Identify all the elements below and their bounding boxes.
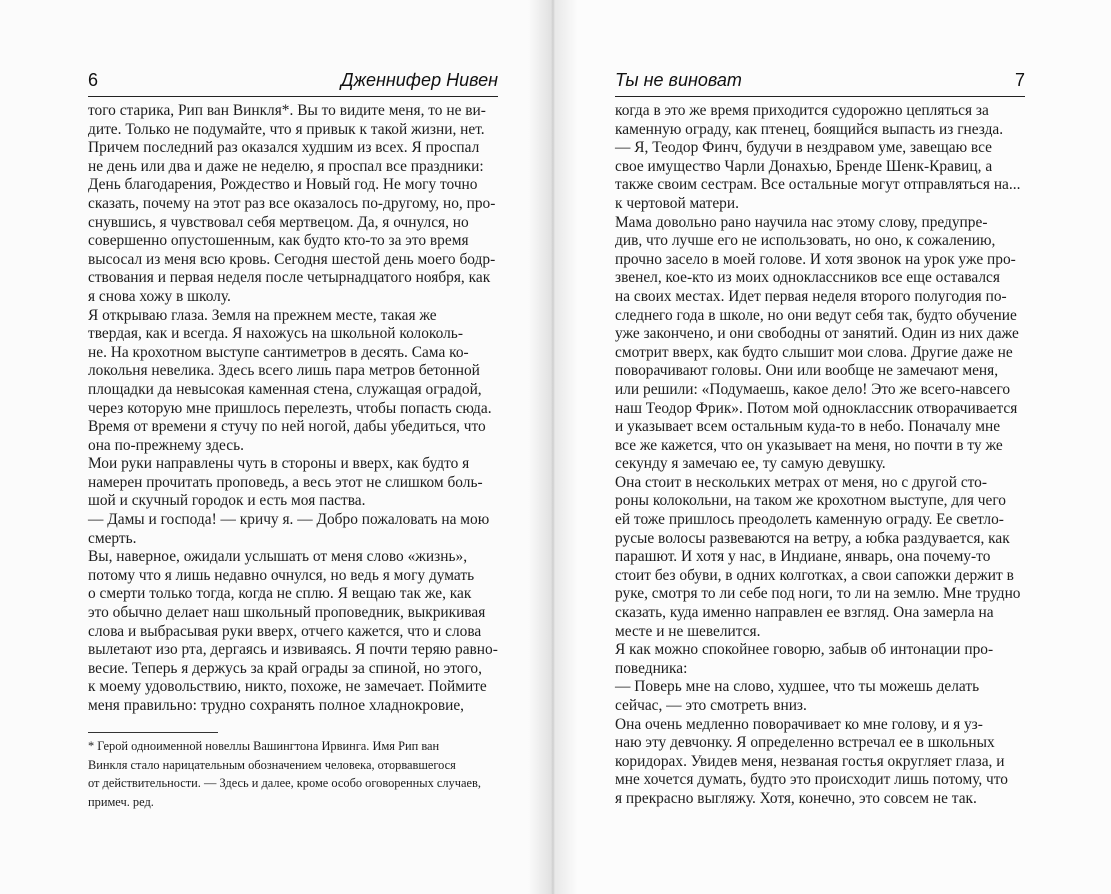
text-line: все же кажется, что он указывает на меня, но почти в ту же [615,436,1003,454]
text-line: или решили: «Подумаешь, какое дело! Это же всего-навсего [615,380,1011,398]
text-line: шой и скучный городок и есть моя паства. [88,492,366,510]
footnote-line: от действительности. — Здесь и далее, кроме особо оговоренных случаев, [88,776,481,791]
text-line: это обычно делает наш школьный проповедник, выкрикивая [88,604,486,622]
text-line: коридорах. Увидев меня, незваная гостья округляет глаза, и [615,752,1005,770]
text-line: наю эту девчонку. Я определенно встречал ее в школьных [615,734,995,752]
text-line: каменную ограду, как птенец, боящийся выпасть из гнезда. [615,120,1004,138]
right-body-text [615,102,1025,809]
text-line: Она очень медленно поворачивает ко мне голову, и я уз- [615,715,983,733]
left-header-rule [88,96,498,97]
text-line: звенел, кое-кто из моих одноклассников все еще оставался [615,269,1000,287]
right-page-header [615,70,1025,94]
text-line: руке, смотря то ли себе под ноги, то ли на землю. Мне трудно [615,585,1021,603]
text-line: мне хочется думать, будто это происходит лишь потому, что [615,771,1008,789]
text-line: Причем последний раз оказался худшим из всех. Я проспал [88,139,480,157]
text-line: меня правильно: трудно сохранять полное хладнокровие, [88,697,464,714]
footnote [88,737,498,811]
text-line: когда в это же время приходится судорожно цепляться за [615,102,989,119]
text-line: свое имущество Чарли Донахью, Бренде Шенк-Кравиц, а [615,157,993,175]
text-line: див, что лучше его не использовать, но оно, к сожалению, [615,232,996,250]
text-line: к моему удовольствию, никто, похоже, не замечает. Поймите [88,678,487,696]
text-line: месте и не шевелится. [615,622,761,640]
left-page-header [88,70,498,94]
text-line: наш Теодор Фрик». Потом мой одноклассник отворачивается [615,399,1018,417]
text-line: секунду я замечаю ее, ту самую девушку. [615,455,886,473]
text-line: Я как можно спокойнее говорю, забыв об интонации про- [615,641,994,659]
text-line: дите. Только не подумайте, что я привык к такой жизни, нет. [88,120,485,138]
text-line: поворачивают головы. Они или вообще не замечают меня, [615,362,999,380]
text-line: русые волосы развеваются на ветру, а юбка раздувается, как [615,529,1010,547]
footnote-rule [88,732,218,733]
text-line: и указывает всем остальным куда-то в небо. Поначалу мне [615,418,1001,436]
text-line: следнего года в школе, но они ведут себя так, будто обучение [615,306,1017,324]
footnote-line: Винкля стало нарицательным обозначением человека, оторвавшегося [88,757,456,772]
right-header-rule [615,96,1025,97]
text-line: Она стоит в нескольких метрах от меня, но с другой сто- [615,473,987,491]
text-line: ей тоже пришлось преодолеть каменную ограду. Ее светло- [615,511,1004,529]
text-line: не день или два и даже не неделю, я проспал все праздники: [88,157,484,175]
text-line: Мои руки направлены чуть в стороны и вверх, как будто я [88,455,470,473]
text-line: совершенно опустошенным, как будто кто-то за это время [88,232,469,250]
text-line: намерен прочитать проповедь, а весь этот не слишком боль- [88,473,483,491]
text-line: Мама довольно рано научила нас этому слову, предупре- [615,213,988,231]
text-line: Я открываю глаза. Земля на прежнем месте, такая же [88,306,437,324]
text-line: сейчас, — это смотреть вниз. [615,697,807,714]
footnote-line: примеч. ред. [88,794,154,809]
text-line: вылетают изо рта, дергаясь и извиваясь. Я почти теряю равно- [88,641,498,659]
text-line: — Дамы и господа! — кричу я. — Добро пожаловать на мою [88,511,490,529]
text-line: День благодарения, Рождество и Новый год. Не могу точно [88,176,478,194]
text-line: снувшись, я чувствовал себя мертвецом. Да, я очнулся, но [88,213,469,231]
text-line: ствования и первая неделя после четырнадцатого ноября, как [88,269,491,287]
book-spine-shadow [528,0,578,894]
text-line: — Поверь мне на слово, худшее, что ты можешь делать [615,678,980,696]
text-line: также своим сестрам. Все остальные могут отправляться на... [615,176,1021,194]
text-line: твердая, как и всегда. Я нахожусь на школьной колоколь- [88,325,463,343]
text-line: сказать, куда именно направлен ее взгляд. Она замерла на [615,604,994,622]
footnote-line: * Герой одноименной новеллы Вашингтона Ирвинга. Имя Рип ван [88,739,440,753]
text-line: роны колокольни, на таком же крохотном выступе, для чего [615,492,1006,510]
text-line: я снова хожу в школу. [88,287,231,305]
text-line: о смерти только тогда, когда не сплю. Я вещаю так же, как [88,585,472,603]
text-line: она по-прежнему здесь. [88,436,244,454]
text-line: Время от времени я стучу по ней ногой, дабы убедиться, что [88,418,486,436]
text-line: площадки да невысокая каменная стена, служащая оградой, [88,380,482,398]
text-line: сказать, почему на этот раз все оказалось по-другому, но, про- [88,194,496,212]
text-line: к чертовой матери. [615,194,739,212]
text-line: парашют. И хотя у нас, в Индиане, январь, она почему-то [615,548,991,566]
right-running-head: Ты не виноват [615,70,742,90]
text-line: — Я, Теодор Финч, будучи в нездравом уме, завещаю все [615,139,992,157]
text-line: высосал из меня всю кровь. Сегодня шестой день моего бодр- [88,250,496,268]
text-line: потому что я лишь недавно очнулся, но ведь я могу думать [88,566,475,584]
text-line: слова и выбрасывая руки вверх, отчего кажется, что и слова [88,622,482,640]
text-line: уже закончено, и они свободны от занятий. Один из них даже [615,325,1019,343]
left-body-text [88,102,498,716]
text-line: прочно засело в моей голове. И хотя звонок на урок уже про- [615,250,1016,268]
left-page-number: 6 [88,70,99,90]
text-line: локольня невелика. Здесь всего лишь пара метров бетонной [88,362,480,380]
right-page-number: 7 [1014,70,1025,90]
text-line: смотрит вверх, как будто слышит мои слова. Другие даже не [615,343,1013,361]
text-line: не. На крохотном выступе сантиметров в десять. Сама ко- [88,343,469,361]
text-line: Вы, наверное, ожидали услышать от меня слово «жизнь», [88,548,468,566]
text-line: того старика, Рип ван Винкля*. Вы то видите меня, то не ви- [88,102,486,119]
text-line: стоит без обуви, в одних колготках, а свои сапожки держит в [615,566,1014,584]
left-running-head: Дженнифер Нивен [340,70,498,90]
text-line: поведника: [615,659,688,677]
text-line: весие. Теперь я держусь за край ограды за спиной, но этого, [88,659,482,677]
text-line: на своих местах. Идет первая неделя второго полугодия по- [615,287,1007,305]
text-line: через которую мне пришлось перелезть, чтобы попасть сюда. [88,399,492,417]
text-line: я прекрасно выгляжу. Хотя, конечно, это совсем не так. [615,789,977,807]
text-line: смерть. [88,529,137,547]
